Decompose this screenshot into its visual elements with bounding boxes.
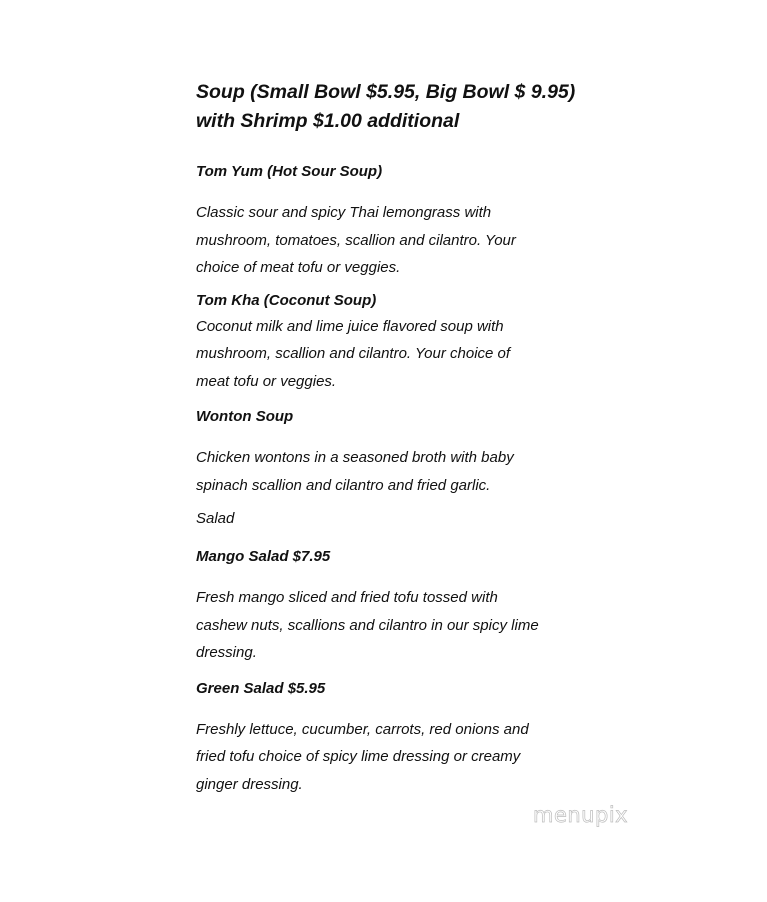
- tom-kha-desc-line: mushroom, scallion and cilantro. Your choice of: [196, 345, 511, 362]
- wonton-desc-line: Chicken wontons in a seasoned broth with baby: [196, 449, 514, 466]
- tom-yum-desc-line: choice of meat tofu or veggies.: [196, 259, 401, 276]
- green-salad-desc-line: ginger dressing.: [196, 775, 303, 793]
- green-salad-description: [196, 716, 616, 799]
- green-salad-desc-line: Freshly lettuce, cucumber, carrots, red onions and: [196, 720, 529, 738]
- tom-kha-name: Tom Kha (Coconut Soup): [196, 291, 377, 309]
- soup-heading-line-2: with Shrimp $1.00 additional: [196, 110, 460, 132]
- mango-salad-name: Mango Salad $7.95: [196, 548, 331, 565]
- tom-kha-desc-line: meat tofu or veggies.: [196, 372, 337, 390]
- menu-content: [196, 78, 616, 798]
- mango-salad-desc-line: dressing.: [196, 644, 257, 661]
- tom-kha-desc-line: Coconut milk and lime juice flavored soup with: [196, 317, 504, 335]
- green-salad-name: Green Salad $5.95: [196, 679, 326, 697]
- tom-yum-desc-line: Classic sour and spicy Thai lemongrass with: [196, 204, 492, 221]
- mango-salad-desc-line: Fresh mango sliced and fried tofu tossed with: [196, 589, 498, 606]
- wonton-soup-description: [196, 444, 616, 499]
- mango-salad-desc-line: cashew nuts, scallions and cilantro in our spicy lime: [196, 616, 539, 634]
- tom-yum-description: [196, 199, 616, 282]
- mango-salad-description: [196, 584, 616, 667]
- tom-yum-desc-line: mushroom, tomatoes, scallion and cilantro. Your: [196, 231, 516, 249]
- tom-kha-description: [196, 313, 616, 396]
- soup-section-heading: [196, 78, 616, 136]
- tom-yum-name: Tom Yum (Hot Sour Soup): [196, 163, 383, 180]
- soup-heading-line-1: Soup (Small Bowl $5.95, Big Bowl $ 9.95): [196, 81, 576, 103]
- wonton-desc-line: spinach scallion and cilantro and fried garlic.: [196, 476, 491, 494]
- wonton-soup-name: Wonton Soup: [196, 408, 294, 425]
- menupix-watermark: menupix: [533, 803, 629, 827]
- green-salad-desc-line: fried tofu choice of spicy lime dressing or creamy: [196, 748, 521, 765]
- salad-section-heading: Salad: [196, 510, 235, 527]
